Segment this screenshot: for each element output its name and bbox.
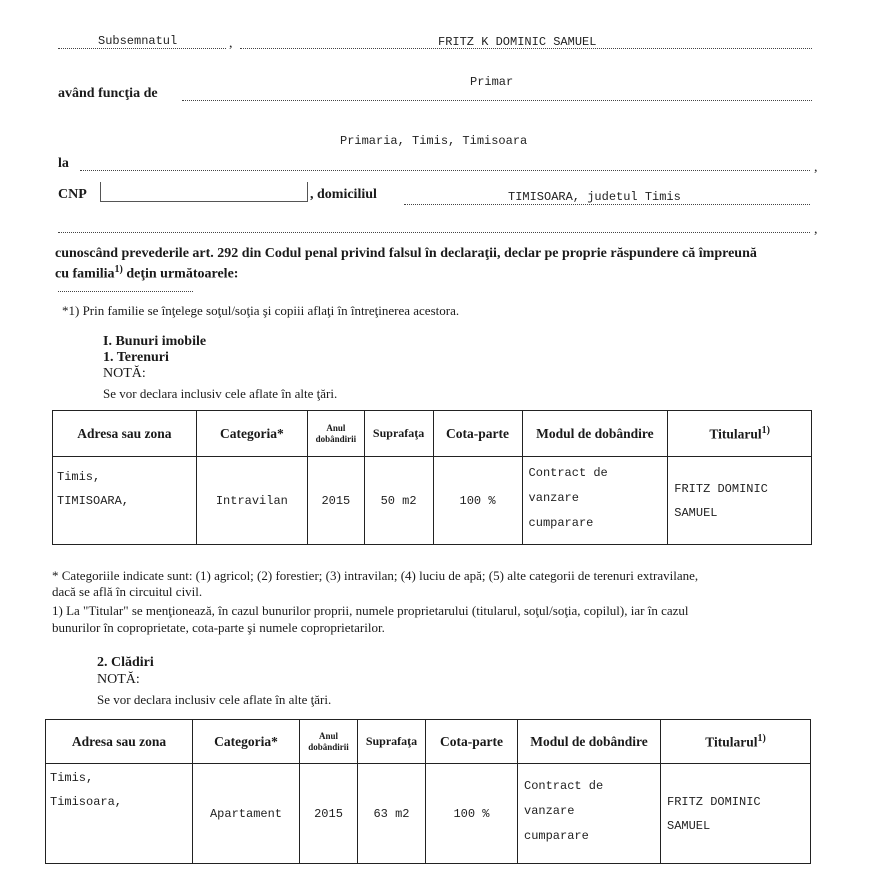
- subsemnatul-label: Subsemnatul: [98, 34, 178, 48]
- col-header-anul: Anul dobândirii: [300, 720, 358, 764]
- la-label: la: [58, 156, 69, 171]
- col-header-categoria: Categoria*: [193, 720, 300, 764]
- col-header-cota: Cota-parte: [426, 720, 518, 764]
- functia-dotted-line: [182, 100, 812, 101]
- cell-modul: Contract de vanzare cumparare: [522, 457, 668, 545]
- cell-anul: 2015: [300, 764, 358, 864]
- col-header-suprafata: Suprafaţa: [358, 720, 426, 764]
- cell-cota: 100 %: [426, 764, 518, 864]
- cell-titular: FRITZ DOMINIC SAMUEL: [668, 457, 812, 545]
- comma-separator: ,: [814, 160, 818, 175]
- nota-text: Se vor declara inclusiv cele aflate în alte ţări.: [97, 692, 332, 707]
- col-header-modul: Modul de dobândire: [518, 720, 661, 764]
- categorii-footnote-line-1: * Categoriile indicate sunt: (1) agricol; (2) forestier; (3) intravilan; (4) luciu de apă; (5) alte categorii de terenuri extravilane,: [52, 568, 699, 583]
- institution-value: Primaria, Timis, Timisoara: [340, 134, 528, 148]
- nota-label: NOTĂ:: [97, 672, 140, 687]
- functia-label: având funcţia de: [58, 86, 158, 101]
- section-bunuri-imobile-heading: I. Bunuri imobile: [103, 334, 207, 349]
- cnp-redacted-field: [100, 182, 308, 202]
- domiciliul-dotted-line: [404, 204, 810, 205]
- cell-suprafata: 63 m2: [358, 764, 426, 864]
- section-cladiri-heading: 2. Clădiri: [97, 655, 154, 670]
- col-header-categoria: Categoria*: [196, 411, 307, 457]
- col-header-modul: Modul de dobândire: [522, 411, 668, 457]
- cell-cota: 100 %: [433, 457, 522, 545]
- col-header-anul: Anul dobândirii: [308, 411, 365, 457]
- terenuri-table: [52, 410, 812, 545]
- cell-titular: FRITZ DOMINIC SAMUEL: [661, 764, 811, 864]
- section-terenuri-heading: 1. Terenuri: [103, 350, 169, 365]
- comma-separator: ,: [814, 222, 818, 237]
- declaration-dotted-line: [58, 291, 193, 292]
- col-header-titular: Titularul$^{1)}$: [668, 411, 812, 457]
- cell-adresa: Timis, TIMISOARA,: [53, 457, 197, 545]
- categorii-footnote-line-2: dacă se află în circuitul civil.: [52, 584, 203, 599]
- table-row: [53, 457, 812, 545]
- col-header-adresa: Adresa sau zona: [46, 720, 193, 764]
- cell-suprafata: 50 m2: [364, 457, 433, 545]
- col-header-titular: Titularul$^{1)}$: [661, 720, 811, 764]
- nota-label: NOTĂ:: [103, 366, 146, 381]
- table-row: [46, 764, 811, 864]
- col-header-suprafata: Suprafaţa: [364, 411, 433, 457]
- cell-adresa: Timis, Timisoara,: [46, 764, 193, 864]
- name-dotted-line-left: [58, 48, 226, 49]
- nota-text: Se vor declara inclusiv cele aflate în alte ţări.: [103, 386, 338, 401]
- declaration-line-2: cu familia$^{1)}$ deţin următoarele:: [55, 264, 239, 282]
- cell-categoria: Apartament: [193, 764, 300, 864]
- family-footnote: *1) Prin familie se înţelege soţul/soţia şi copiii aflaţi în întreţinerea acestora.: [62, 303, 460, 318]
- titular-footnote-line-1: 1) La "Titular" se menţionează, în cazul bunurilor proprii, numele proprietarului (titularul, soţul/soţia, copilul), iar în cazul: [52, 603, 689, 618]
- cladiri-table: [45, 719, 811, 864]
- cnp-label: CNP: [58, 187, 87, 202]
- functia-value: Primar: [470, 75, 514, 89]
- table-header-row: [46, 720, 811, 764]
- cell-categoria: Intravilan: [196, 457, 307, 545]
- col-header-cota: Cota-parte: [433, 411, 522, 457]
- declarant-name: FRITZ K DOMINIC SAMUEL: [438, 35, 597, 49]
- domiciliul-label: , domiciliul: [310, 187, 377, 202]
- la-dotted-line: [80, 170, 810, 171]
- titular-footnote-line-2: bunurilor în coproprietate, cota-parte şi numele coproprietarilor.: [52, 620, 385, 635]
- cell-modul: Contract de vanzare cumparare: [518, 764, 661, 864]
- col-header-adresa: Adresa sau zona: [53, 411, 197, 457]
- domiciliul-value: TIMISOARA, judetul Timis: [508, 190, 681, 204]
- table-header-row: [53, 411, 812, 457]
- address-continuation-line: [58, 232, 810, 233]
- cell-anul: 2015: [308, 457, 365, 545]
- declaration-line-1: cunoscând prevederile art. 292 din Codul penal privind falsul în declaraţii, declar pe proprie răspundere că împreună: [55, 246, 757, 261]
- comma-separator: ,: [229, 36, 233, 51]
